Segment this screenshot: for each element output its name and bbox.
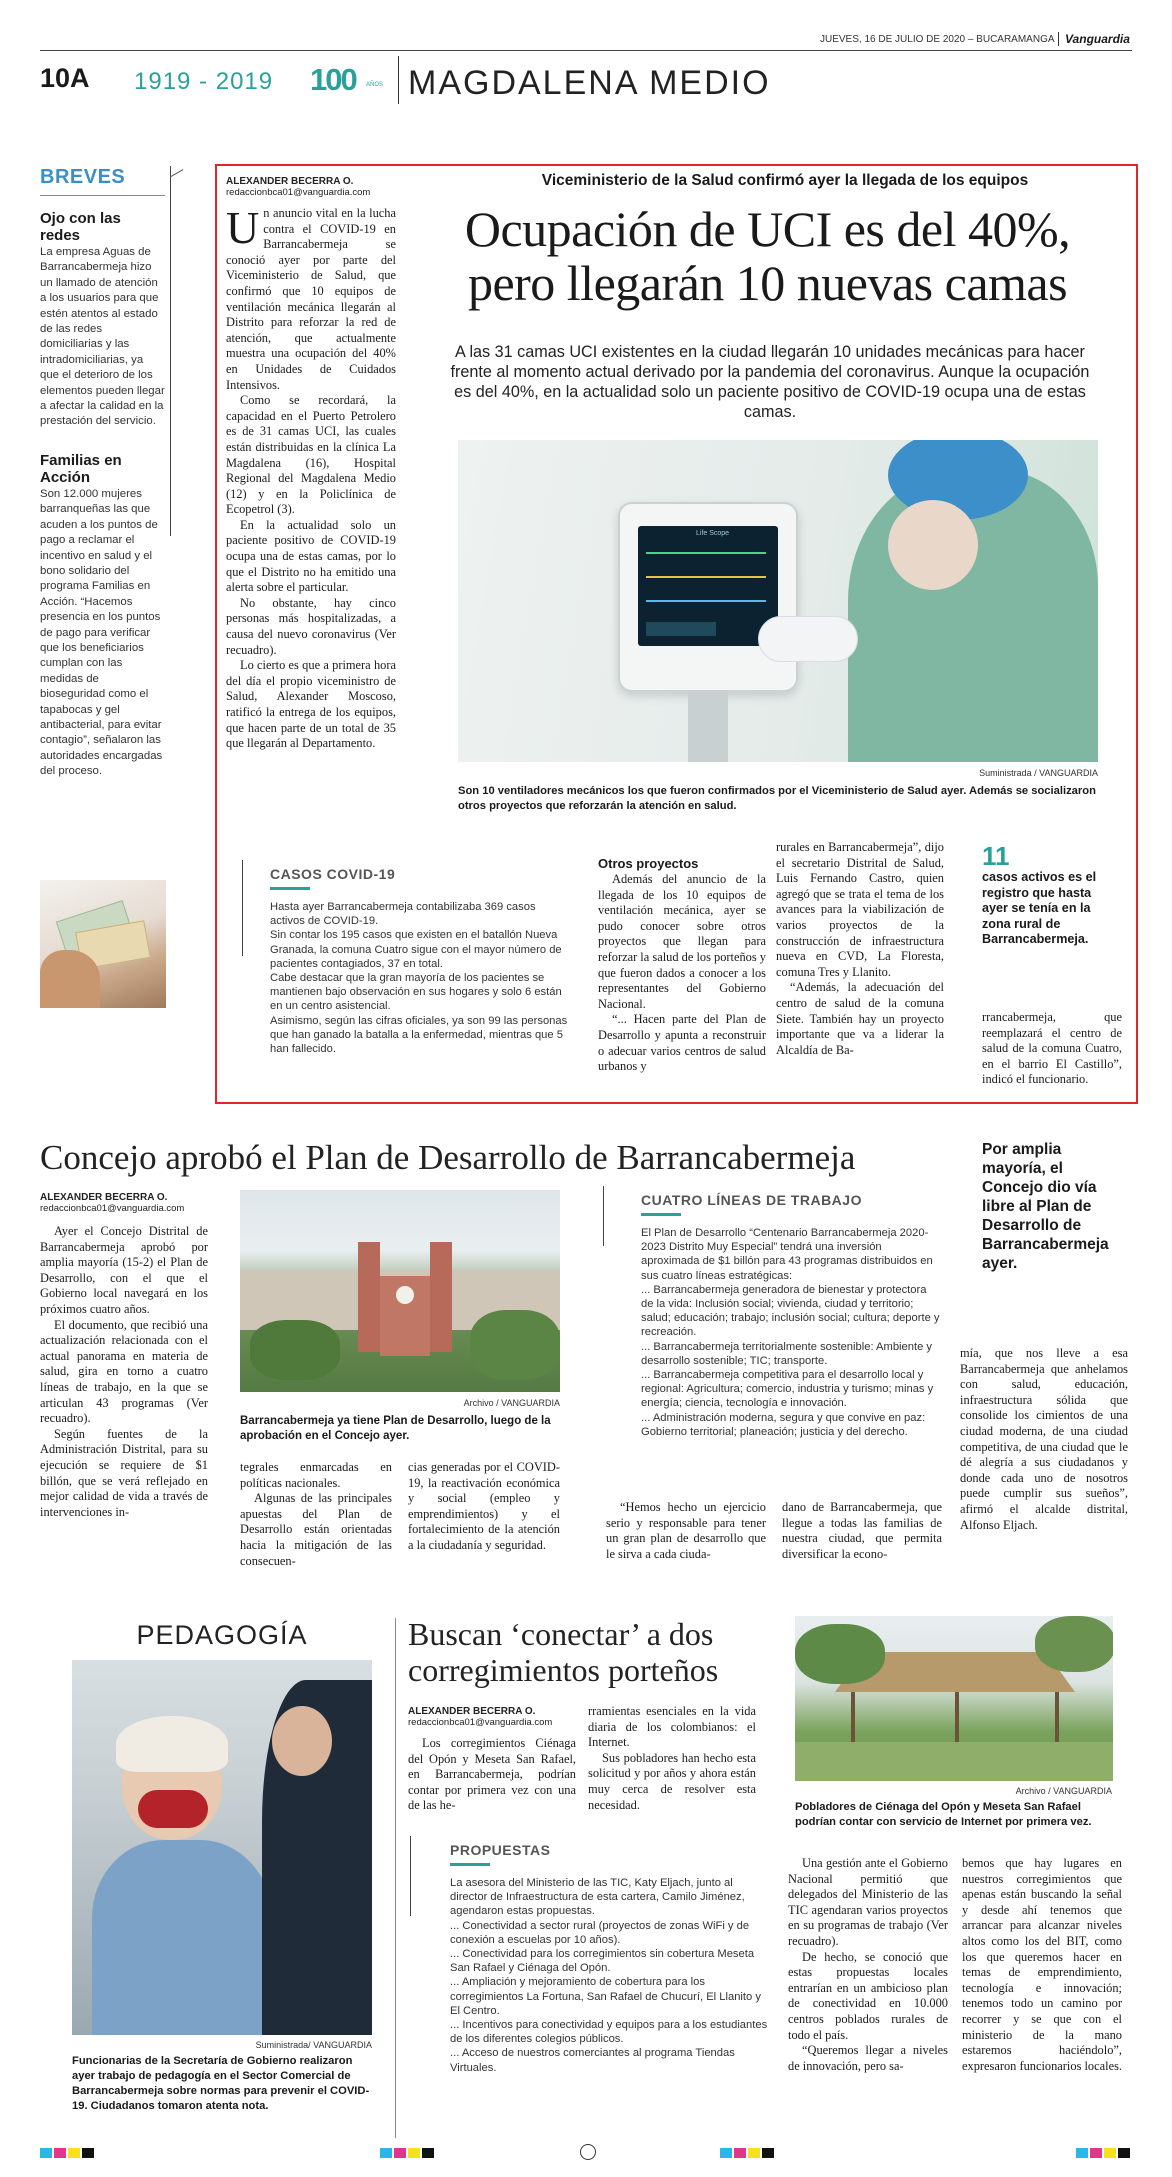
article3-byline: ALEXANDER BECERRA O. redaccionbca01@vanguardia.com xyxy=(408,1706,553,1728)
church-photo-caption: Barrancabermeja ya tiene Plan de Desarrollo, luego de la aprobación en el Concejo ayer. xyxy=(240,1415,551,1442)
breve-title: Familias en Acción xyxy=(40,451,122,486)
anniversary-sub: AÑOS xyxy=(366,82,384,88)
article2-body-col2: tegrales enmarcadas en políticas nacionales. Algunas de las principales apuestas del Plan de Desarrollo están orientadas hacia la mitigación de las consecuen- xyxy=(240,1460,392,1568)
lineas-box-rule xyxy=(641,1213,681,1216)
article2-body-col3: cias generadas por el COVID-19, la reactivación económica y social (empleo y emprendimientos) y el fortalecimiento de la atención a la ciudadanía y seguridad. xyxy=(408,1460,560,1552)
medic-face xyxy=(888,500,978,590)
article1-byline: ALEXANDER BECERRA O. redaccionbca01@vanguardia.com xyxy=(226,176,371,198)
stand xyxy=(688,690,728,762)
anniversary-number: 100 xyxy=(310,62,356,97)
breves-rule xyxy=(40,195,165,196)
church-photo xyxy=(240,1190,560,1392)
drop-cap: U xyxy=(226,202,260,253)
village-photo-credit: Archivo / VANGUARDIA xyxy=(1015,1786,1112,1796)
masthead-divider xyxy=(398,56,399,104)
lineas-box xyxy=(603,1186,943,1446)
article1-body-col4: rrancabermeja, que reemplazará el centro de salud de la comuna Cuatro, en el barrio El Castillo”, indicó el funcionario. xyxy=(982,1010,1122,1087)
anniversary-logo xyxy=(310,62,385,102)
covid-box-text: Hasta ayer Barrancabermeja contabilizaba 369 casos activos de COVID-19. Sin contar los 195 casos que existen en el batallón Nueva Granada, la comuna Cuatro sigue con el mayor número de pacientes contagiados, 37 en total. Cabe destacar que la gran mayoría de los pacientes se mantienen bajo observación en sus hogares y solo 6 están en un centro asistencial. Asimismo, según las cifras oficiales, ya son 99 las personas que han ganado la batalla a la enfermedad, mientras que 5 han fallecido. xyxy=(270,901,568,1056)
print-color-bar xyxy=(40,2144,1132,2160)
article1-headline: Ocupación de UCI es del 40%, pero llegarán 10 nuevas camas xyxy=(464,201,1071,311)
covid-box xyxy=(232,860,582,1090)
lineas-box-text: El Plan de Desarrollo “Centenario Barrancabermeja 2020-2023 Distrito Muy Especial” tendrá una inversión aproximada de $1 billón para 43 programas distribuidos en sus cuatro líneas estratégicas: ... Barrancabermeja generadora de bienestar y protectora de la vida: Inclusión social; vivienda, ciudad y territorio; salud; educación; trabajo; inclusión social; cultura; deporte y recreación. ... Barrancabermeja territorialmente sostenible: Ambiente y desarrollo sostenible; TIC; transporte. ... Barrancabermeja competitiva para el desarrollo local y regional: Agricultura; comercio, industria y turismo; minas y energía; ciencia, tecnología e innovación. ... Administración moderna, segura y que convive en paz: Gobierno territorial; planeación; justicia y del derecho. xyxy=(641,1227,940,1438)
propuestas-box-rule xyxy=(450,1863,490,1866)
registration-mark-icon xyxy=(580,2144,596,2160)
pedagogia-photo-credit: Suministrada/ VANGUARDIA xyxy=(255,2040,372,2050)
covid-box-bracket xyxy=(242,860,254,956)
stat-callout xyxy=(982,842,1110,948)
article2-byline: ALEXANDER BECERRA O. redaccionbca01@vanguardia.com xyxy=(40,1192,185,1214)
woman-hair xyxy=(116,1716,228,1772)
article3-body-col2: rramientas esenciales en la vida diaria de los colombianos: el Internet. Sus pobladores han hecho esta solicitud y por años y ahora están muy cerca de resolver esta necesidad. xyxy=(588,1704,756,1812)
lineas-box-title: CUATRO LÍNEAS DE TRABAJO xyxy=(641,1192,862,1208)
village-photo-caption: Pobladores de Ciénaga del Opón y Meseta San Rafael podrían contar con servicio de Internet por primera vez. xyxy=(795,1801,1092,1828)
ventilator-photo-caption: Son 10 ventiladores mecánicos los que fueron confirmados por el Viceministerio de Salud ayer. Además se socializaron otros proyectos que reforzarán la atención en salud. xyxy=(458,785,1096,812)
page-number: 10A xyxy=(40,63,90,93)
article2-headline: Concejo aprobó el Plan de Desarrollo de Barrancabermeja xyxy=(40,1138,856,1177)
breve-text: La empresa Aguas de Barrancabermeja hizo un llamado de atención a los usuarios para que estén atentos al estado de las redes domiciliarias y las intradomiciliarias, ya que el deterioro de los elementos pueden llegar a afectar la calidad en la prestación del servicio. xyxy=(40,246,165,428)
monitor-screen xyxy=(638,526,778,646)
masthead-years: 1919 - 2019 xyxy=(134,68,274,95)
village-photo xyxy=(795,1616,1113,1781)
pedagogia-heading: PEDAGOGÍA xyxy=(136,1620,308,1650)
stat-text: casos activos es el registro que hasta ayer se tenía en la zona rural de Barrancabermeja. xyxy=(982,870,1097,947)
monitor-label: Life Scope xyxy=(696,530,730,537)
official-face xyxy=(272,1706,332,1776)
ventilator-photo-credit: Suministrada / VANGUARDIA xyxy=(979,768,1098,778)
article2-body-col5: dano de Barrancabermeja, que llegue a todas las familias de nuestra ciudad, que permita diversificar la econo- xyxy=(782,1500,942,1561)
article1-lede: A las 31 camas UCI existentes en la ciudad llegarán 10 unidades mecánicas para hacer frente al momento actual derivado por la pandemia del coronavirus. Aunque la ocupación es del 40%, en la actualidad solo un paciente positivo de COVID-19 ocupa una de estas camas. xyxy=(450,343,1090,421)
masthead-date: JUEVES, 16 DE JULIO DE 2020 – BUCARAMANGA xyxy=(820,34,1055,45)
article3-body-col3: Una gestión ante el Gobierno Nacional permitió que delegados del Ministerio de las TIC agendaran varios proyectos en su programas de trabajo (Ver recuadro). De hecho, se conoció que estas propuestas locales entrarían en un ambicioso plan de conectividad en 10.000 centros poblados rurales de todo el país. “Queremos llegar a niveles de innovación, pero sa- xyxy=(788,1856,948,2073)
article1-body-col3: rurales en Barrancabermeja”, dijo el secretario Distrital de Salud, Luis Fernando Castro, quien agregó que se trata el tema de los avances para la viabilización de varios proyectos de la construcción de infraestructura nueva en CVD, La Floresta, comuna Tres y Llanito. “Además, la adecuación del centro de salud de la comuna Siete. También hay un proyecto importante que va a liderar la Alcaldía de Ba- xyxy=(776,840,944,1057)
church-photo-credit: Archivo / VANGUARDIA xyxy=(463,1398,560,1408)
article3-headline: Buscan ‘conectar’ a dos corregimientos porteños xyxy=(408,1616,719,1688)
breves-column xyxy=(40,166,165,780)
monitor xyxy=(618,502,798,692)
ventilator-photo xyxy=(458,440,1098,762)
article2-body-col6: mía, que nos lleve a esa Barrancabermeja que anhelamos con salud, educación, infraestructura sólida que consolide los cimientos de una ciudad moderna, de una ciudad competitiva, de una ciudad que le dé alegría a sus ciudadanos y donde cada uno de nosotros puede cumplir sus sueños”, afirmó el alcalde distrital, Alfonso Eljach. xyxy=(960,1346,1128,1532)
article2-body-col1: Ayer el Concejo Distrital de Barrancabermeja aprobó por amplia mayoría (15-2) el Plan de Desarrollo, con el que el Gobierno local navegará en los próximos cuatro años. El documento, que recibió una actualización relacionada con el actual panorama en materia de salud, gira en torno a cuatro líneas de trabajo, en la que se articulan 43 programas (Ver recuadro). Según fuentes de la Administración Distrital, para su ejecución se requiere de $1 billón, que se verá reflejado en mejor calidad de vida a través de intervenciones in- xyxy=(40,1224,208,1519)
masthead-brand: Vanguardia xyxy=(1058,32,1130,46)
covid-box-rule xyxy=(270,887,310,890)
church-clock xyxy=(396,1286,414,1304)
propuestas-box xyxy=(410,1836,780,2116)
masthead-rule xyxy=(40,50,1132,51)
breves-bracket xyxy=(170,166,184,536)
article3-body-col1: Los corregimientos Ciénaga del Opón y Meseta San Rafael, en Barrancabermeja, podrían contar por primera vez con una de las he- xyxy=(408,1736,576,1813)
propuestas-box-text: La asesora del Ministerio de las TIC, Katy Eljach, junto al director de Infraestructura de esta cartera, Camilo Jiménez, agendaron estas propuestas. ... Conectividad a sector rural (proyectos de zonas WiFi y de conexión a escuelas por 10 años). ... Conectividad para los corregimientos sin cobertura Meseta San Rafael y Ciénaga del Opón. ... Ampliación y mejoramiento de cobertura para los corregimientos La Fortuna, San Rafael de Chucurí, El Llanito y El Centro. ... Incentivos para conectividad y equipos para a los estudiantes de los diferentes colegios públicos. ... Acceso de nuestros comerciantes al programa Tiendas Virtuales. xyxy=(450,1877,768,2074)
church-tower-left xyxy=(358,1242,380,1352)
article1-body-col2: Otros proyectos Además del anuncio de la llegada de los 10 equipos de ventilación mecánica, ayer se pudo conocer sobre otros proyectos que llegan para reforzar la salud de los porteños y que fueron dados a conocer a los representantes del Gobierno Nacional. “... Hacen parte del Plan de Desarrollo y apunta a reconstruir o adecuar varios centros de salud urbanos y xyxy=(598,856,766,1074)
money-hands-photo xyxy=(40,880,166,1008)
section-name: MAGDALENA MEDIO xyxy=(408,64,771,102)
article2-sidebar-quote: Por amplia mayoría, el Concejo dio vía libre al Plan de Desarrollo de Barrancabermeja ayer. xyxy=(982,1141,1109,1272)
lineas-box-bracket xyxy=(603,1186,615,1246)
stat-number: 11 xyxy=(982,841,1010,871)
article3-body-col4: bemos que hay lugares en nuestros corregimientos que apenas están buscando la señal y desde ahí tenemos que arrancar para alcanzar niveles altos como los del BIT, como los que queremos hacer en temas de emprendimiento, tecnología e innovación; tenemos todo un camino por recorrer y se que con el ministerio de la mano estaremos haciéndolo”, expresaron funcionarios locales. xyxy=(962,1856,1122,2073)
propuestas-box-bracket xyxy=(410,1836,422,1916)
church-tower-right xyxy=(430,1242,452,1352)
breves-heading: BREVES xyxy=(40,166,126,188)
subhead-otros-proyectos: Otros proyectos xyxy=(598,856,699,871)
woman-mask xyxy=(138,1790,208,1828)
article1-kicker: Viceministerio de la Salud confirmó ayer la llegada de los equipos xyxy=(541,172,1029,189)
breve-text: Son 12.000 mujeres barranqueñas las que acuden a los puntos de pago a reclamar el incentivo en salud y el bono solidario del programa Familias en Acción. “Hacemos presencia en los puntos de pago para verificar que los beneficiarios cumplan con las medidas de bioseguridad como el tapabocas y gel antibacterial, para evitar contagio”, señalaron las autoridades encargadas del proceso. xyxy=(40,487,163,778)
glove xyxy=(758,616,858,662)
article1-body-col1: Un anuncio vital en la lucha contra el COVID-19 en Barrancabermeja se conoció ayer por parte del Viceministerio de Salud, que confirmó que 10 equipos de ventilación mecánica llegarán al Distrito para reforzar la red de atención, que actualmente muestra una ocupación del 40% en Unidades de Cuidados Intensivos. Como se recordará, la capacidad en el Puerto Petrolero es de 31 camas UCI, las cuales están distribuidas en la clínica La Magdalena (16), Hospital Regional del Magdalena Medio (12) y en la Policlínica de Ecopetrol (3). En la actualidad solo un paciente positivo de COVID-19 ocupa una de estas camas, por lo que el Distrito no ha emitido una alerta sobre el particular. No obstante, hay cinco personas más hospitalizadas, a causa del nuevo coronavirus (Ver recuadro). Lo cierto es que a primera hora del día el propio viceministro de Salud, Alexander Moscoso, ratificó la entrega de los equipos, que hacen parte de un total de 35 que llegarán al Departamento. xyxy=(226,202,396,751)
pedagogia-divider xyxy=(395,1618,396,2138)
woman-body xyxy=(92,1840,272,2035)
article2-body-col4: “Hemos hecho un ejercicio serio y responsable para tener un gran plan de desarrollo que le sirva a cada ciuda- xyxy=(606,1500,766,1561)
propuestas-box-title: PROPUESTAS xyxy=(450,1842,551,1858)
breve-title: Ojo con las redes xyxy=(40,210,121,244)
covid-box-title: CASOS COVID-19 xyxy=(270,866,396,882)
pedagogia-caption: Funcionarias de la Secretaría de Gobierno realizaron ayer trabajo de pedagogía en el Sector Comercial de Barrancabermeja sobre normas para prevenir el COVID-19. Ciudadanos tomaron atenta nota. xyxy=(72,2055,370,2112)
pedagogia-photo xyxy=(72,1660,372,2035)
